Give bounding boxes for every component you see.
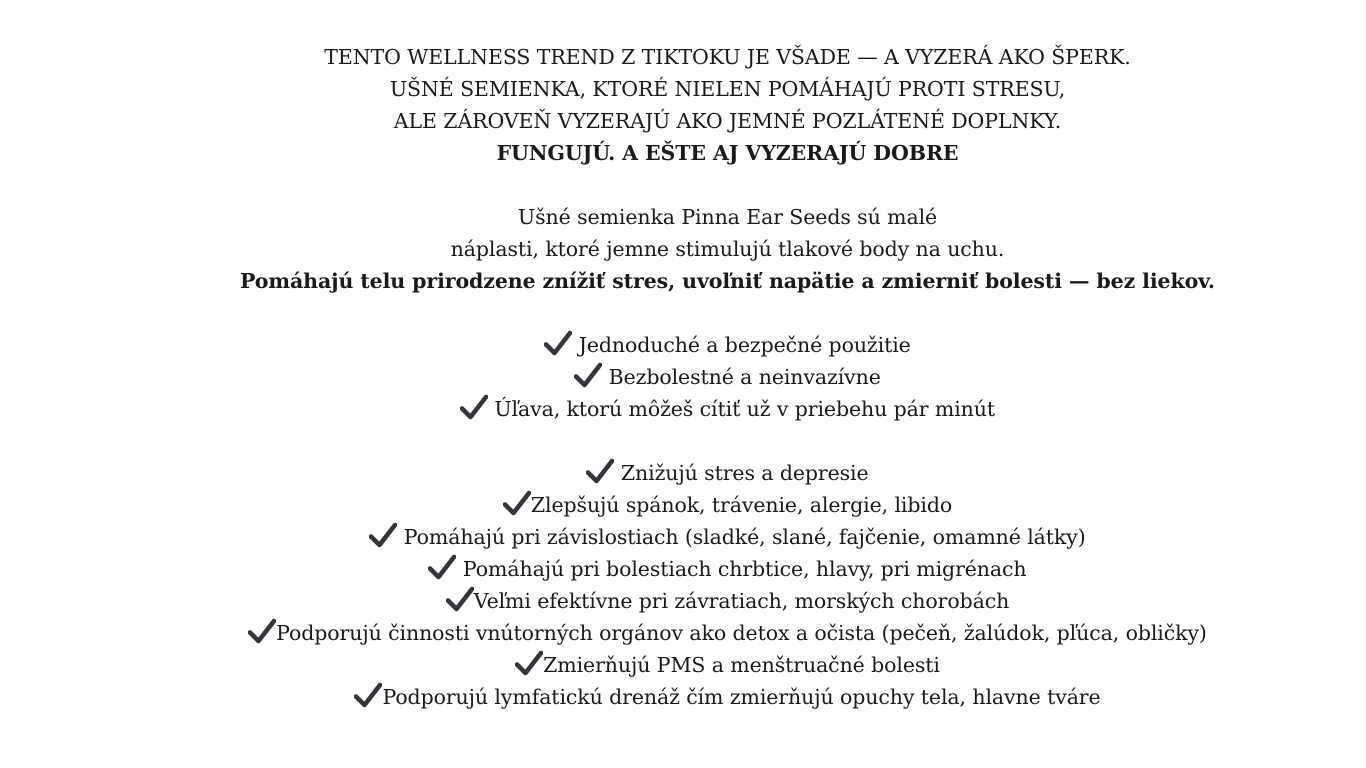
list-item-label: Pomáhajú pri bolestiach chrbtice, hlavy, pri migrénach	[456, 557, 1027, 581]
spacer	[0, 169, 1366, 201]
intro-line-1: Ušné semienka Pinna Ear Seeds sú malé	[517, 205, 938, 229]
intro-line-3: Pomáhajú telu prirodzene znížiť stres, uvoľniť napätie a zmierniť bolesti — bez liekov.	[240, 269, 1215, 293]
check-mark-icon	[354, 682, 382, 708]
list-item	[0, 329, 1366, 361]
list-item	[0, 521, 1366, 553]
list-item-label: Jednoduché a bezpečné použitie	[572, 333, 911, 357]
list-item	[0, 649, 1366, 681]
headline-line-2: UŠNÉ SEMIENKA, KTORÉ NIELEN POMÁHAJÚ PROTI STRESU,	[389, 77, 1066, 101]
intro-line-2: náplasti, ktoré jemne stimulujú tlakové body na uchu.	[450, 237, 1005, 261]
check-mark-icon	[248, 618, 276, 644]
list-item-label: Úľava, ktorú môžeš cítiť už v priebehu pár minút	[487, 397, 996, 421]
list-item	[0, 553, 1366, 585]
headline-line-1: TENTO WELLNESS TREND Z TIKTOKU JE VŠADE — A VYZERÁ AKO ŠPERK.	[324, 45, 1131, 69]
check-mark-icon	[515, 650, 543, 676]
check-mark-icon	[544, 330, 572, 356]
spacer	[0, 425, 1366, 457]
list-item	[0, 585, 1366, 617]
check-mark-icon	[428, 554, 456, 580]
headline-line-4: FUNGUJÚ. A EŠTE AJ VYZERAJÚ DOBRE	[496, 141, 959, 165]
list-item-label: Podporujú lymfatickú drenáž čím zmierňujú opuchy tela, hlavne tváre	[382, 685, 1101, 709]
list-item	[0, 393, 1366, 425]
benefits-list	[0, 457, 1366, 713]
check-mark-icon	[446, 586, 474, 612]
list-item	[0, 681, 1366, 713]
check-mark-icon	[369, 522, 397, 548]
check-mark-icon	[574, 362, 602, 388]
list-item-label: Zlepšujú spánok, trávenie, alergie, libido	[530, 493, 953, 517]
list-item-label: Bezbolestné a neinvazívne	[602, 365, 881, 389]
headline-line-3: ALE ZÁROVEŇ VYZERAJÚ AKO JEMNÉ POZLÁTENÉ DOPLNKY.	[393, 109, 1062, 133]
list-item	[0, 457, 1366, 489]
list-item	[0, 617, 1366, 649]
list-item-label: Veľmi efektívne pri závratiach, morských chorobách	[473, 589, 1010, 613]
features-list	[0, 329, 1366, 425]
list-item-label: Podporujú činnosti vnútorných orgánov ako detox a očista (pečeň, žalúdok, pľúca, obličky)	[276, 621, 1207, 645]
check-mark-icon	[503, 490, 531, 516]
list-item-label: Zmierňujú PMS a menštruačné bolesti	[543, 653, 940, 677]
spacer	[0, 297, 1366, 329]
document-body	[0, 41, 1366, 713]
list-item	[0, 361, 1366, 393]
check-mark-icon	[460, 394, 488, 420]
list-item	[0, 489, 1366, 521]
list-item-label: Znižujú stres a depresie	[614, 461, 869, 485]
list-item-label: Pomáhajú pri závislostiach (sladké, slané, fajčenie, omamné látky)	[397, 525, 1086, 549]
check-mark-icon	[586, 458, 614, 484]
